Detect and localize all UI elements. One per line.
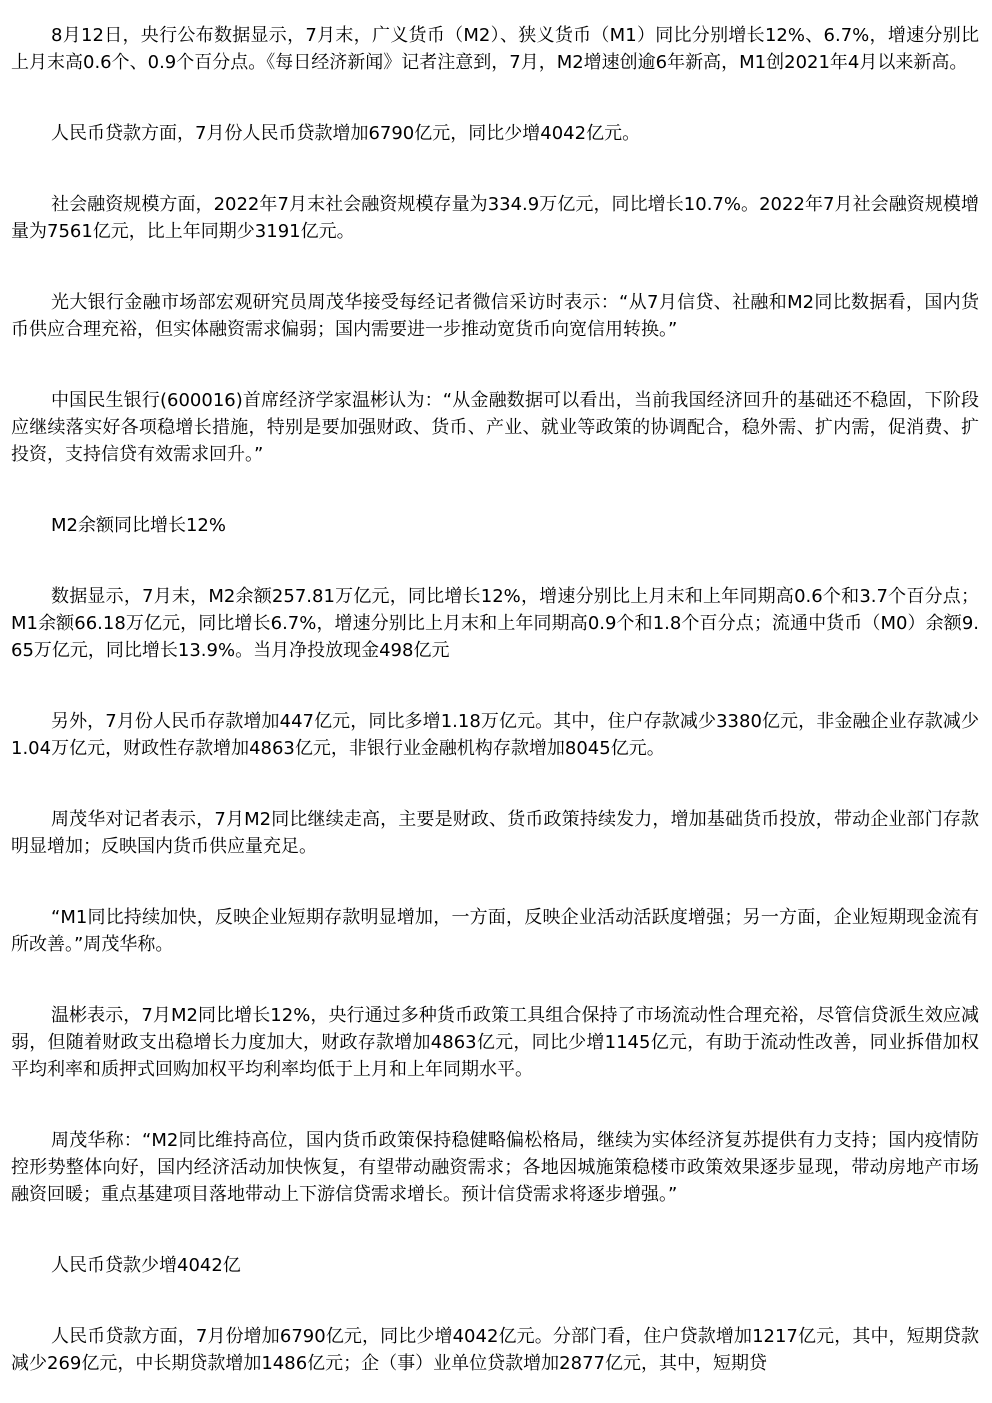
paragraph-loans-by-sector: 人民币贷款方面，7月份增加6790亿元，同比少增4042亿元。分部门看，住户贷款增加1217亿元，其中，短期贷款减少269亿元，中长期贷款增加1486亿元；企（事）业单位贷款增加2877亿元，其中，短期贷: [11, 1326, 979, 1374]
paragraph-social-financing: 社会融资规模方面，2022年7月末社会融资规模存量为334.9万亿元，同比增长10.7%。2022年7月社会融资规模增量为7561亿元，比上年同期少3191亿元。: [11, 194, 979, 242]
paragraph-m2-m1-overview: 8月12日，央行公布数据显示，7月末，广义货币（M2）、狭义货币（M1）同比分别增长12%、6.7%，增速分别比上月末高0.6个、0.9个百分点。《每日经济新闻》记者注意到，7月，M2增速创逾6年新高，M1创2021年4月以来新高。: [11, 25, 979, 73]
paragraph-zhou-m2-comment: 周茂华对记者表示，7月M2同比继续走高，主要是财政、货币政策持续发力，增加基础货币投放，带动企业部门存款明显增加；反映国内货币供应量充足。: [11, 809, 979, 857]
paragraph-wen-bin-m2: 温彬表示，7月M2同比增长12%，央行通过多种货币政策工具组合保持了市场流动性合理充裕，尽管信贷派生效应减弱，但随着财政支出稳增长力度加大，财政存款增加4863亿元，同比少增1145亿元，有助于流动性改善，同业拆借加权平均利率和质押式回购加权平均利率均低于上月和上年同期水平。: [11, 1005, 979, 1080]
paragraph-wen-bin-quote: 中国民生银行(600016)首席经济学家温彬认为：“从金融数据可以看出，当前我国经济回升的基础还不稳固，下阶段应继续落实好各项稳增长措施，特别是要加强财政、货币、产业、就业等政策的协调配合，稳外需、扩内需，促消费、扩投资，支持信贷有效需求回升。”: [11, 390, 979, 465]
paragraph-money-supply-data: 数据显示，7月末，M2余额257.81万亿元，同比增长12%，增速分别比上月末和上年同期高0.6个和3.7个百分点；M1余额66.18万亿元，同比增长6.7%，增速分别比上月末和上年同期高0.9个和1.8个百分点；流通中货币（M0）余额9.65万亿元，同比增长13.9%。当月净投放现金498亿元: [11, 586, 979, 661]
article-body: [11, 22, 979, 1377]
paragraph-rmb-loans-summary: 人民币贷款方面，7月份人民币贷款增加6790亿元，同比少增4042亿元。: [51, 123, 641, 144]
paragraph-m1-comment: “M1同比持续加快，反映企业短期存款明显增加，一方面，反映企业活动活跃度增强；另一方面，企业短期现金流有所改善。”周茂华称。: [11, 907, 979, 955]
section-heading-m2-growth: M2余额同比增长12%: [51, 515, 226, 536]
paragraph-zhou-outlook: 周茂华称：“M2同比维持高位，国内货币政策保持稳健略偏松格局，继续为实体经济复苏提供有力支持；国内疫情防控形势整体向好，国内经济活动加快恢复，有望带动融资需求；各地因城施策稳楼市政策效果逐步显现，带动房地产市场融资回暖；重点基建项目落地带动上下游信贷需求增长。预计信贷需求将逐步增强。”: [11, 1130, 979, 1205]
paragraph-zhou-maohua-quote: 光大银行金融市场部宏观研究员周茂华接受每经记者微信采访时表示：“从7月信贷、社融和M2同比数据看，国内货币供应合理充裕，但实体融资需求偏弱；国内需要进一步推动宽货币向宽信用转换。”: [11, 292, 979, 340]
paragraph-rmb-deposits: 另外，7月份人民币存款增加447亿元，同比多增1.18万亿元。其中，住户存款减少3380亿元，非金融企业存款减少1.04万亿元，财政性存款增加4863亿元，非银行业金融机构存款增加8045亿元。: [11, 711, 979, 759]
section-heading-rmb-loans: 人民币贷款少增4042亿: [51, 1255, 241, 1276]
